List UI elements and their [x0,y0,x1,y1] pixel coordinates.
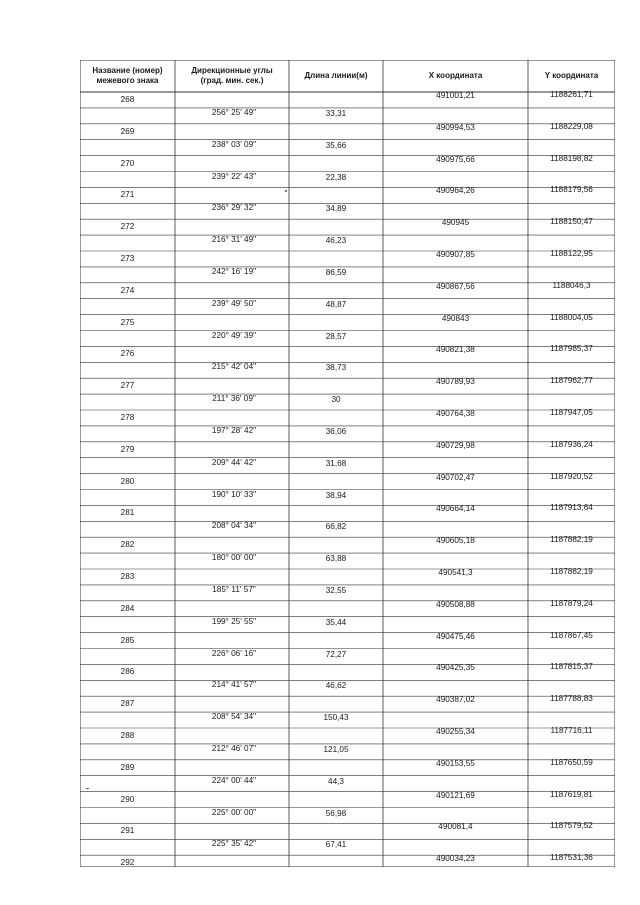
x-coordinate-cell: 490475,46 [436,631,475,641]
line-length-cell: 34,89 [325,204,347,214]
x-coordinate-cell: 490081,4 [438,822,473,832]
line-length-cell: 121,05 [323,744,349,754]
line-length-cell: 22,38 [325,172,347,182]
direction-angle-cell: 225° 00' 00" [211,807,257,817]
point-name-cell: 271 [120,190,135,200]
x-coordinate-cell: 490945 [441,218,470,228]
x-coordinate-cell: 490843 [441,313,470,323]
x-coordinate-cell: 490907,85 [436,250,475,259]
coordinate-table [80,60,615,867]
direction-angle-cell: 214° 41' 57" [211,680,257,690]
line-length-cell: 63,88 [325,554,347,564]
x-coordinate-cell: 490764,38 [436,409,475,418]
direction-angle-cell: 239° 22' 43" [211,171,257,181]
direction-angle-cell: 236° 29' 32" [211,203,257,213]
point-name-cell: 268 [120,95,135,104]
y-coordinate-cell: 1187882,19 [550,567,593,576]
y-coordinate-cell: 1187882,19 [550,535,593,545]
direction-angle-cell: 238° 03' 09" [211,139,257,149]
direction-angle-cell: 197° 28' 42" [211,425,257,435]
direction-angle-cell: 208° 04' 34" [211,521,257,531]
y-coordinate-cell: 1188004,05 [550,312,593,322]
line-length-cell: 31,68 [325,458,347,468]
point-name-cell: 292 [120,858,135,868]
x-coordinate-cell: 491001,21 [436,91,475,100]
y-coordinate-cell: 1187531,36 [550,853,593,863]
point-name-cell: 279 [120,444,135,454]
y-coordinate-cell: 1187936,24 [550,439,593,449]
y-coordinate-cell: 1187947,05 [550,408,593,417]
point-name-cell: 282 [120,540,135,550]
direction-angle-cell: 256° 25' 49" [211,107,257,117]
point-name-cell: 275 [120,317,135,327]
y-coordinate-cell: 1188179,56 [550,185,593,195]
x-coordinate-cell: 490964,26 [436,186,475,196]
point-name-cell: 276 [120,349,135,359]
direction-angle-cell: 209° 44' 42" [211,457,257,467]
y-coordinate-cell: 1188122,95 [550,249,593,258]
y-coordinate-cell: 1187985,37 [550,344,593,354]
direction-angle-cell: 185° 11' 57" [212,584,256,594]
line-length-cell: 44,3 [328,776,344,786]
y-coordinate-cell: 1187619,81 [550,789,593,799]
line-length-cell: 48,87 [325,299,347,309]
x-coordinate-cell: 490975,66 [436,154,475,164]
direction-angle-cell: 224° 00' 44" [211,775,257,785]
line-length-cell: 150,43 [323,713,349,723]
point-name-cell: 273 [120,254,135,263]
line-length-cell: 46,62 [325,681,347,691]
x-coordinate-cell: 490121,69 [436,790,475,800]
point-name-cell: 277 [120,381,135,391]
scan-speck [285,190,287,192]
point-name-cell: 278 [120,413,135,422]
point-name-cell: 281 [120,508,135,518]
direction-angle-cell: 220° 49' 39" [211,330,257,340]
direction-angle-cell: 216° 31' 49" [211,235,257,245]
x-coordinate-cell: 490664,14 [436,504,475,514]
line-length-cell: 32,55 [325,585,347,595]
line-length-cell: 56,98 [325,808,347,818]
direction-angle-cell: 225° 35' 42" [211,839,257,849]
y-coordinate-cell: 1187788,83 [550,694,593,704]
line-length-cell: 66,82 [325,522,347,532]
header-x-coordinate: X координата [428,71,483,80]
x-coordinate-cell: 490541,3 [438,568,473,577]
direction-angle-cell: 190° 10' 33" [211,489,257,499]
line-length-cell: 35,66 [325,140,347,150]
y-coordinate-cell: 1187716,11 [550,726,593,735]
y-coordinate-cell: 1187815,37 [550,662,593,672]
direction-angle-cell: 215° 42' 04" [211,362,257,372]
y-coordinate-cell: 1188150,47 [550,217,593,227]
line-length-cell: 36,06 [325,426,347,436]
line-length-cell: 38,94 [325,490,347,500]
point-name-cell: 286 [120,667,135,677]
point-name-cell: 284 [120,603,135,613]
x-coordinate-cell: 490387,02 [436,695,475,705]
y-coordinate-cell: 1188261,71 [550,90,593,99]
x-coordinate-cell: 490034,23 [436,854,475,864]
direction-angle-cell: 239° 49' 50" [211,298,257,308]
point-name-cell: 272 [120,222,135,232]
direction-angle-cell: 199° 25' 55" [211,616,257,626]
line-length-cell: 30 [331,395,341,405]
y-coordinate-cell: 1187650,59 [550,757,593,767]
x-coordinate-cell: 490425,35 [436,663,475,673]
direction-angle-cell: 180° 00' 00" [211,553,257,563]
point-name-cell: 291 [120,826,135,836]
y-coordinate-cell: 1187920,52 [550,471,593,481]
point-name-cell: 274 [120,285,135,295]
direction-angle-cell: 242° 16' 19" [211,266,257,276]
line-length-cell: 35,44 [325,617,347,627]
y-coordinate-cell: 1187913,64 [550,503,593,513]
y-coordinate-cell: 1188046,3 [552,280,591,290]
x-coordinate-cell: 490789,93 [436,377,475,387]
point-name-cell: 285 [120,635,135,645]
scan-speck [86,788,89,789]
line-length-cell: 28,57 [325,331,347,341]
x-coordinate-cell: 490821,38 [436,345,475,355]
x-coordinate-cell: 490153,55 [436,758,475,768]
point-name-cell: 270 [120,158,135,168]
y-coordinate-cell: 1188198,82 [550,153,593,163]
y-coordinate-cell: 1187867,45 [550,630,593,640]
point-name-cell: 290 [120,794,135,804]
point-name-cell: 289 [120,762,135,772]
header-line-length: Длина линии(м) [304,71,368,80]
point-name-cell: 280 [120,476,135,486]
direction-angle-cell: 212° 46' 07" [211,743,257,753]
y-coordinate-cell: 1188229,08 [550,121,593,131]
x-coordinate-cell: 490255,34 [436,727,475,736]
line-length-cell: 86,59 [325,267,347,277]
direction-angle-cell: 208° 54' 34" [211,712,257,722]
line-length-cell: 67,41 [325,840,347,850]
header-y-coordinate: Y координата [544,71,599,80]
y-coordinate-cell: 1187962,77 [550,376,593,386]
point-name-cell: 269 [120,126,135,136]
direction-angle-cell: 211° 36' 09" [212,394,256,404]
line-length-cell: 33,31 [325,108,347,118]
line-length-cell: 46,23 [325,236,347,246]
direction-angle-cell: 226° 06' 16" [211,648,257,658]
x-coordinate-cell: 490867,56 [436,281,475,291]
point-name-cell: 288 [120,731,135,740]
point-name-cell: 287 [120,699,135,709]
x-coordinate-cell: 490508,88 [436,599,475,609]
point-name-cell: 283 [120,572,135,581]
y-coordinate-cell: 1187879,24 [550,598,593,608]
x-coordinate-cell: 490702,47 [436,472,475,482]
line-length-cell: 38,73 [325,363,347,373]
y-coordinate-cell: 1187579,52 [550,821,593,831]
x-coordinate-cell: 490994,53 [436,122,475,132]
header-point-name: Название (номер) межевого знака [92,66,163,85]
x-coordinate-cell: 490729,98 [436,440,475,450]
header-direction-angle: Дирекционные углы (град. мин. сек.) [191,66,273,85]
line-length-cell: 72,27 [325,649,347,659]
x-coordinate-cell: 490605,18 [436,536,475,546]
